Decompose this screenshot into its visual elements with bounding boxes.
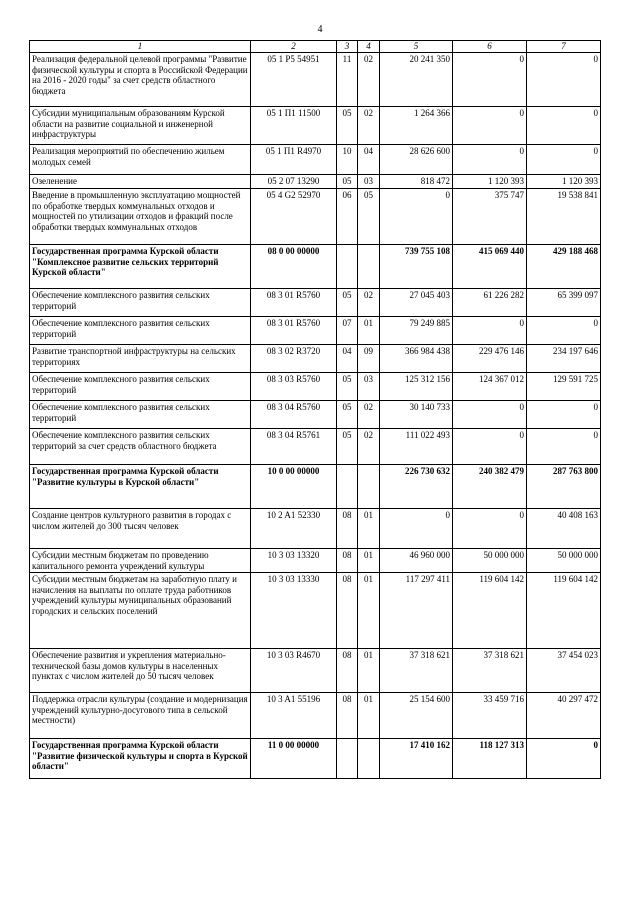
row-name: Поддержка отрасли культуры (создание и модернизация учреждений культурно-досугового типа в сельской местности) [30, 693, 251, 739]
row-name: Субсидии местным бюджетам на заработную плату и начисления на выплаты по оплате труда работников учреждений культуры муниципальных образований городских и сельских поселений [30, 573, 251, 649]
row-value-col7: 40 297 472 [527, 693, 601, 739]
row-subsection: 02 [358, 289, 380, 317]
row-value-col6: 0 [453, 317, 527, 345]
row-name: Государственная программа Курской области "Развитие культуры в Курской области" [30, 465, 251, 509]
row-section: 08 [337, 549, 358, 573]
row-subsection: 02 [358, 429, 380, 465]
row-value-col6: 37 318 621 [453, 649, 527, 693]
row-value-col5: 46 960 000 [380, 549, 453, 573]
row-section [337, 465, 358, 509]
row-section: 08 [337, 509, 358, 549]
row-value-col7: 0 [527, 145, 601, 175]
row-code: 08 3 04 R5761 [251, 429, 337, 465]
row-value-col5: 125 312 156 [380, 373, 453, 401]
row-value-col6: 240 382 479 [453, 465, 527, 509]
budget-table [29, 40, 601, 779]
row-value-col5: 25 154 600 [380, 693, 453, 739]
row-value-col7: 1 120 393 [527, 175, 601, 189]
table-row [30, 373, 601, 401]
row-value-col6: 124 367 012 [453, 373, 527, 401]
table-row [30, 509, 601, 549]
table-row [30, 739, 601, 779]
table-row [30, 107, 601, 145]
row-section: 04 [337, 345, 358, 373]
row-name: Создание центров культурного развития в городах с числом жителей до 300 тысяч человек [30, 509, 251, 549]
row-code: 10 0 00 00000 [251, 465, 337, 509]
row-value-col7: 429 188 468 [527, 245, 601, 289]
row-section: 05 [337, 429, 358, 465]
table-row [30, 649, 601, 693]
row-name: Обеспечение комплексного развития сельских территорий [30, 373, 251, 401]
row-value-col5: 818 472 [380, 175, 453, 189]
row-subsection: 01 [358, 693, 380, 739]
row-section [337, 245, 358, 289]
row-subsection: 05 [358, 189, 380, 245]
row-value-col5: 739 755 108 [380, 245, 453, 289]
row-value-col6: 118 127 313 [453, 739, 527, 779]
row-value-col6: 33 459 716 [453, 693, 527, 739]
row-section: 11 [337, 53, 358, 107]
row-code: 08 3 03 R5760 [251, 373, 337, 401]
row-code: 08 3 01 R5760 [251, 317, 337, 345]
table-row [30, 175, 601, 189]
row-code: 05 4 G2 52970 [251, 189, 337, 245]
row-section [337, 739, 358, 779]
header-col-3: 3 [337, 41, 358, 53]
header-row [30, 41, 601, 53]
header-col-1: 1 [30, 41, 251, 53]
row-code: 10 3 A1 55196 [251, 693, 337, 739]
row-subsection: 01 [358, 509, 380, 549]
row-subsection [358, 739, 380, 779]
row-name: Субсидии муниципальным образованиям Курской области на развитие социальной и инженерной инфраструктуры [30, 107, 251, 145]
row-code: 10 2 A1 52330 [251, 509, 337, 549]
row-code: 05 2 07 13290 [251, 175, 337, 189]
row-section: 05 [337, 289, 358, 317]
row-value-col7: 0 [527, 107, 601, 145]
row-name: Государственная программа Курской области "Комплексное развитие сельских территорий Курской области" [30, 245, 251, 289]
row-value-col6: 375 747 [453, 189, 527, 245]
row-name: Обеспечение комплексного развития сельских территорий [30, 289, 251, 317]
table-row [30, 401, 601, 429]
row-value-col7: 40 408 163 [527, 509, 601, 549]
header-col-4: 4 [358, 41, 380, 53]
row-code: 08 3 04 R5760 [251, 401, 337, 429]
row-value-col6: 0 [453, 145, 527, 175]
row-value-col5: 0 [380, 189, 453, 245]
row-code: 08 3 01 R5760 [251, 289, 337, 317]
row-value-col7: 287 763 800 [527, 465, 601, 509]
table-row [30, 289, 601, 317]
header-col-2: 2 [251, 41, 337, 53]
row-name: Обеспечение комплексного развития сельских территорий за счет средств областного бюджета [30, 429, 251, 465]
row-value-col7: 0 [527, 739, 601, 779]
row-value-col6: 119 604 142 [453, 573, 527, 649]
row-value-col6: 1 120 393 [453, 175, 527, 189]
row-code: 10 3 03 13320 [251, 549, 337, 573]
row-value-col5: 0 [380, 509, 453, 549]
row-code: 10 3 03 R4670 [251, 649, 337, 693]
table-row [30, 429, 601, 465]
header-col-6: 6 [453, 41, 527, 53]
row-value-col7: 0 [527, 53, 601, 107]
row-subsection: 02 [358, 107, 380, 145]
row-subsection: 03 [358, 373, 380, 401]
row-subsection: 01 [358, 317, 380, 345]
row-code: 05 1 П1 R4970 [251, 145, 337, 175]
row-value-col7: 119 604 142 [527, 573, 601, 649]
row-code: 05 1 P5 54951 [251, 53, 337, 107]
row-value-col7: 0 [527, 429, 601, 465]
row-name: Реализация федеральной целевой программы "Развитие физической культуры и спорта в Российской Федерации на 2016 - 2020 годы" за счет средств областного бюджета [30, 53, 251, 107]
table-row [30, 549, 601, 573]
row-code: 05 1 П1 11500 [251, 107, 337, 145]
row-subsection: 01 [358, 573, 380, 649]
row-value-col5: 79 249 885 [380, 317, 453, 345]
row-code: 08 3 02 R3720 [251, 345, 337, 373]
row-subsection: 09 [358, 345, 380, 373]
row-value-col7: 19 538 841 [527, 189, 601, 245]
row-section: 05 [337, 175, 358, 189]
row-value-col7: 234 197 646 [527, 345, 601, 373]
table-row [30, 573, 601, 649]
row-subsection: 01 [358, 549, 380, 573]
row-section: 10 [337, 145, 358, 175]
row-section: 08 [337, 649, 358, 693]
row-name: Развитие транспортной инфраструктуры на сельских территориях [30, 345, 251, 373]
table-row [30, 465, 601, 509]
table-row [30, 693, 601, 739]
row-section: 06 [337, 189, 358, 245]
row-subsection [358, 245, 380, 289]
row-value-col6: 415 069 440 [453, 245, 527, 289]
row-name: Субсидии местным бюджетам по проведению капитального ремонта учреждений культуры [30, 549, 251, 573]
row-name: Обеспечение комплексного развития сельских территорий [30, 317, 251, 345]
row-value-col6: 229 476 146 [453, 345, 527, 373]
row-value-col5: 1 264 366 [380, 107, 453, 145]
row-value-col5: 30 140 733 [380, 401, 453, 429]
row-section: 07 [337, 317, 358, 345]
row-name: Введение в промышленную эксплуатацию мощностей по обработке твердых коммунальных отходов и мощностей по утилизации отходов и фракций после обработки твердых коммунальных отходов [30, 189, 251, 245]
row-value-col7: 0 [527, 317, 601, 345]
row-value-col5: 111 022 493 [380, 429, 453, 465]
row-section: 05 [337, 373, 358, 401]
row-value-col5: 117 297 411 [380, 573, 453, 649]
table-row [30, 317, 601, 345]
page-number: 4 [317, 24, 323, 35]
row-value-col5: 27 045 403 [380, 289, 453, 317]
row-value-col7: 50 000 000 [527, 549, 601, 573]
row-value-col6: 0 [453, 53, 527, 107]
table-row [30, 345, 601, 373]
row-subsection: 03 [358, 175, 380, 189]
row-code: 08 0 00 00000 [251, 245, 337, 289]
row-value-col5: 366 984 438 [380, 345, 453, 373]
row-value-col5: 28 626 600 [380, 145, 453, 175]
row-subsection: 02 [358, 53, 380, 107]
row-code: 11 0 00 00000 [251, 739, 337, 779]
row-value-col5: 17 410 162 [380, 739, 453, 779]
row-value-col7: 37 454 023 [527, 649, 601, 693]
row-value-col6: 50 000 000 [453, 549, 527, 573]
row-name: Государственная программа Курской области "Развитие физической культуры и спорта в Курской области" [30, 739, 251, 779]
row-name: Обеспечение комплексного развития сельских территорий [30, 401, 251, 429]
row-section: 05 [337, 107, 358, 145]
row-section: 05 [337, 401, 358, 429]
row-name: Озеленение [30, 175, 251, 189]
row-subsection: 02 [358, 401, 380, 429]
row-value-col5: 226 730 632 [380, 465, 453, 509]
row-subsection [358, 465, 380, 509]
header-col-7: 7 [527, 41, 601, 53]
table-row [30, 145, 601, 175]
row-subsection: 01 [358, 649, 380, 693]
row-value-col5: 20 241 350 [380, 53, 453, 107]
row-code: 10 3 03 13330 [251, 573, 337, 649]
row-value-col6: 0 [453, 429, 527, 465]
row-name: Реализация мероприятий по обеспечению жильем молодых семей [30, 145, 251, 175]
table-row [30, 245, 601, 289]
row-section: 08 [337, 573, 358, 649]
row-value-col7: 65 399 097 [527, 289, 601, 317]
row-value-col5: 37 318 621 [380, 649, 453, 693]
row-value-col6: 0 [453, 107, 527, 145]
row-value-col6: 0 [453, 509, 527, 549]
row-value-col6: 61 226 282 [453, 289, 527, 317]
table-row [30, 53, 601, 107]
row-value-col6: 0 [453, 401, 527, 429]
header-col-5: 5 [380, 41, 453, 53]
row-value-col7: 129 591 725 [527, 373, 601, 401]
row-value-col7: 0 [527, 401, 601, 429]
row-section: 08 [337, 693, 358, 739]
table-row [30, 189, 601, 245]
row-subsection: 04 [358, 145, 380, 175]
row-name: Обеспечение развития и укрепления материально-технической базы домов культуры в населенных пунктах с числом жителей до 50 тысяч человек [30, 649, 251, 693]
